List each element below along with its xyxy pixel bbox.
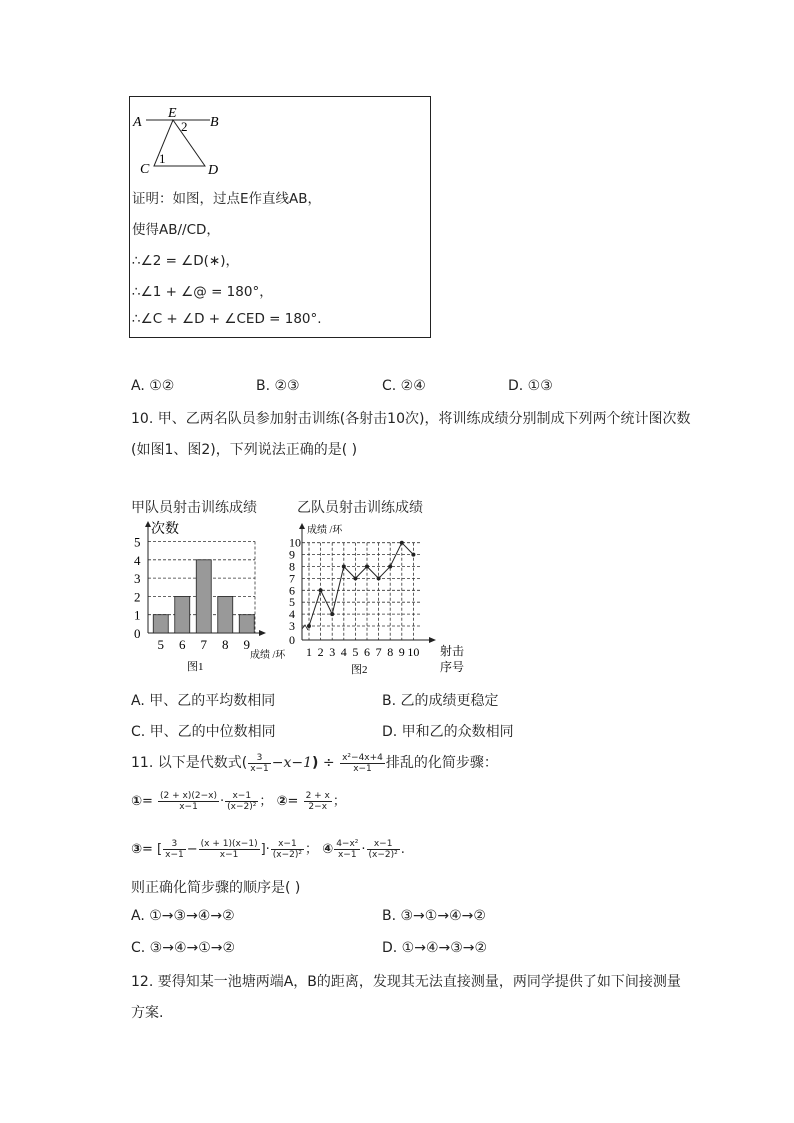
- q10-stem-line-2: (如图1、图2)，下列说法正确的是( ): [131, 442, 358, 458]
- chart-1-bar: [125, 520, 295, 675]
- chart1-x-tick: 8: [222, 637, 229, 652]
- q11-conclusion: 则正确化简步骤的顺序是( ): [131, 880, 301, 896]
- chart1-x-tick: 5: [157, 637, 164, 652]
- chart2-x-tick: 5: [352, 645, 359, 659]
- chart2-y-tick: 4: [289, 607, 295, 622]
- chart1-caption: 图1: [187, 661, 204, 673]
- chart2-point: [307, 624, 311, 628]
- chart1-y-tick: 3: [134, 571, 141, 587]
- q11-option-a: A. ①→③→④→②: [131, 908, 235, 924]
- q11-step-1-2: ①= $\frac{(2 + x)(2-x)}{x-1}$ · $\frac{x-1}{\text{(x−2)²}}$ ； ②= $\frac{2 + x}{2-x}$ ；: [131, 791, 346, 812]
- chart2-point: [365, 565, 369, 569]
- q12-stem-line-2: 方案.: [131, 1005, 164, 1021]
- triangle-figure: [130, 97, 430, 182]
- chart2-point: [319, 588, 323, 592]
- chart2-y-tick: 10: [289, 535, 301, 550]
- chart2-y-tick: 5: [289, 595, 295, 610]
- chart1-bar: [239, 615, 254, 633]
- chart1-x-tick: 7: [200, 637, 207, 652]
- proof-line-5: ∴∠C + ∠D + ∠CED = 180°.: [132, 311, 322, 327]
- chart2-x-tick: 8: [387, 645, 394, 659]
- chart2-y-tick: 9: [289, 547, 295, 562]
- chart2-title: 乙队员射击训练成绩: [297, 500, 423, 516]
- proof-line-4: ∴∠1 + ∠@ = 180°，: [132, 284, 273, 300]
- q9-option-a: A. ①②: [131, 378, 175, 394]
- chart2-x-tick: 7: [375, 645, 382, 659]
- q9-option-d: D. ①③: [508, 378, 553, 394]
- chart2-y-tick: 6: [289, 583, 295, 598]
- q11-option-d: D. ①→④→③→②: [382, 940, 488, 956]
- q11-step-3-4: ③= [ $\frac{3}{x-1}$ − $\frac{(x + 1)(x-1)}{x-1}$ ]· $\frac{x-1}{\text{(x−2)²}}$ ； ④ $\frac{\text{4−x²}}{x-1}$ · $\frac{x-1}{\text{(x−2)²}}$ .: [131, 839, 405, 860]
- q11-stem-suffix: 排乱的化简步骤：: [385, 755, 498, 771]
- chart2-x-label-line1: 射击: [440, 644, 465, 658]
- label-angle-1: 1: [159, 151, 166, 166]
- chart1-y-tick: 1: [134, 607, 141, 623]
- q11-option-c: C. ③→④→①→②: [131, 940, 236, 956]
- chart1-x-tick: 9: [243, 637, 250, 652]
- chart2-x-tick: 2: [317, 645, 324, 659]
- chart2-point: [353, 576, 357, 580]
- q11-option-b: B. ③→①→④→②: [382, 908, 486, 924]
- proof-line-2: 使得AB//CD，: [132, 222, 220, 238]
- chart2-x-tick: 10: [407, 645, 420, 659]
- chart2-x-tick: 4: [340, 645, 347, 659]
- chart2-y-tick: 0: [289, 633, 295, 647]
- q10-option-c: C. 甲、乙的中位数相同: [131, 724, 276, 740]
- chart1-y-label: 次数: [151, 522, 179, 537]
- chart2-y-tick: 8: [289, 559, 295, 574]
- label-e: E: [168, 106, 177, 121]
- proof-line-3: ∴∠2 = ∠D(∗)，: [132, 253, 240, 269]
- chart2-point: [342, 565, 346, 569]
- chart2-series-line: [309, 543, 413, 626]
- label-a: A: [133, 115, 142, 130]
- q12-stem-line-1: 12. 要得知某一池塘两端A，B的距离，发现其无法直接测量，两同学提供了如下间接测量: [131, 974, 681, 990]
- chart2-y-arrow: [299, 523, 305, 529]
- label-angle-2: 2: [181, 119, 188, 134]
- chart2-point: [400, 541, 404, 545]
- label-b: B: [210, 115, 219, 130]
- chart1-title: 甲队员射击训练成绩: [131, 500, 257, 516]
- chart2-x-tick: 3: [329, 645, 336, 659]
- chart2-x-tick: 9: [398, 645, 405, 659]
- q9-option-b: B. ②③: [256, 378, 300, 394]
- chart2-point: [388, 565, 392, 569]
- chart2-point: [330, 612, 334, 616]
- label-c: C: [140, 162, 150, 177]
- chart2-x-label-line2: 序号: [440, 660, 465, 674]
- q10-option-a: A. 甲、乙的平均数相同: [131, 693, 276, 709]
- chart2-x-tick: 6: [364, 645, 370, 659]
- q11-stem: 11. 以下是代数式( $\frac{3}{x-1}$ −x−1) ÷ $\frac{\text{x²−4x+4}}{x-1}$ 排乱的化简步骤：: [131, 752, 498, 774]
- chart1-bar: [218, 596, 233, 633]
- label-d: D: [208, 163, 219, 178]
- chart2-caption: 图2: [351, 664, 368, 676]
- chart2-point: [377, 576, 381, 580]
- q9-option-c: C. ②④: [382, 378, 426, 394]
- chart1-bar: [175, 596, 190, 633]
- chart2-x-arrow: [429, 637, 436, 643]
- q10-stem-line-1: 10. 甲、乙两名队员参加射击训练(各射击10次)，将训练成绩分别制成下列两个统计图次数: [131, 411, 691, 427]
- chart1-bar: [196, 560, 211, 633]
- q10-option-b: B. 乙的成绩更稳定: [382, 693, 499, 709]
- chart-2-line: [285, 518, 475, 678]
- proof-box: [129, 96, 431, 338]
- chart2-x-tick: 1: [306, 645, 312, 659]
- proof-line-1: 证明：如图，过点E作直线AB，: [132, 191, 322, 207]
- chart1-bar: [153, 615, 168, 633]
- chart1-x-arrow: [259, 630, 266, 636]
- chart1-y-tick: 0: [134, 626, 141, 641]
- chart2-point: [411, 553, 415, 557]
- chart1-x-tick: 6: [179, 637, 186, 652]
- chart2-y-tick: 7: [289, 571, 295, 586]
- chart2-y-label: 成绩 /环: [307, 525, 343, 536]
- chart1-y-tick: 4: [134, 552, 141, 568]
- chart1-y-tick: 5: [134, 534, 141, 550]
- q11-stem-prefix: 11. 以下是代数式(: [131, 755, 248, 771]
- q10-option-d: D. 甲和乙的众数相同: [382, 724, 514, 740]
- chart1-y-tick: 2: [134, 589, 141, 605]
- chart2-y-tick: 3: [289, 619, 295, 633]
- chart1-x-label: 成绩 /环: [250, 650, 286, 661]
